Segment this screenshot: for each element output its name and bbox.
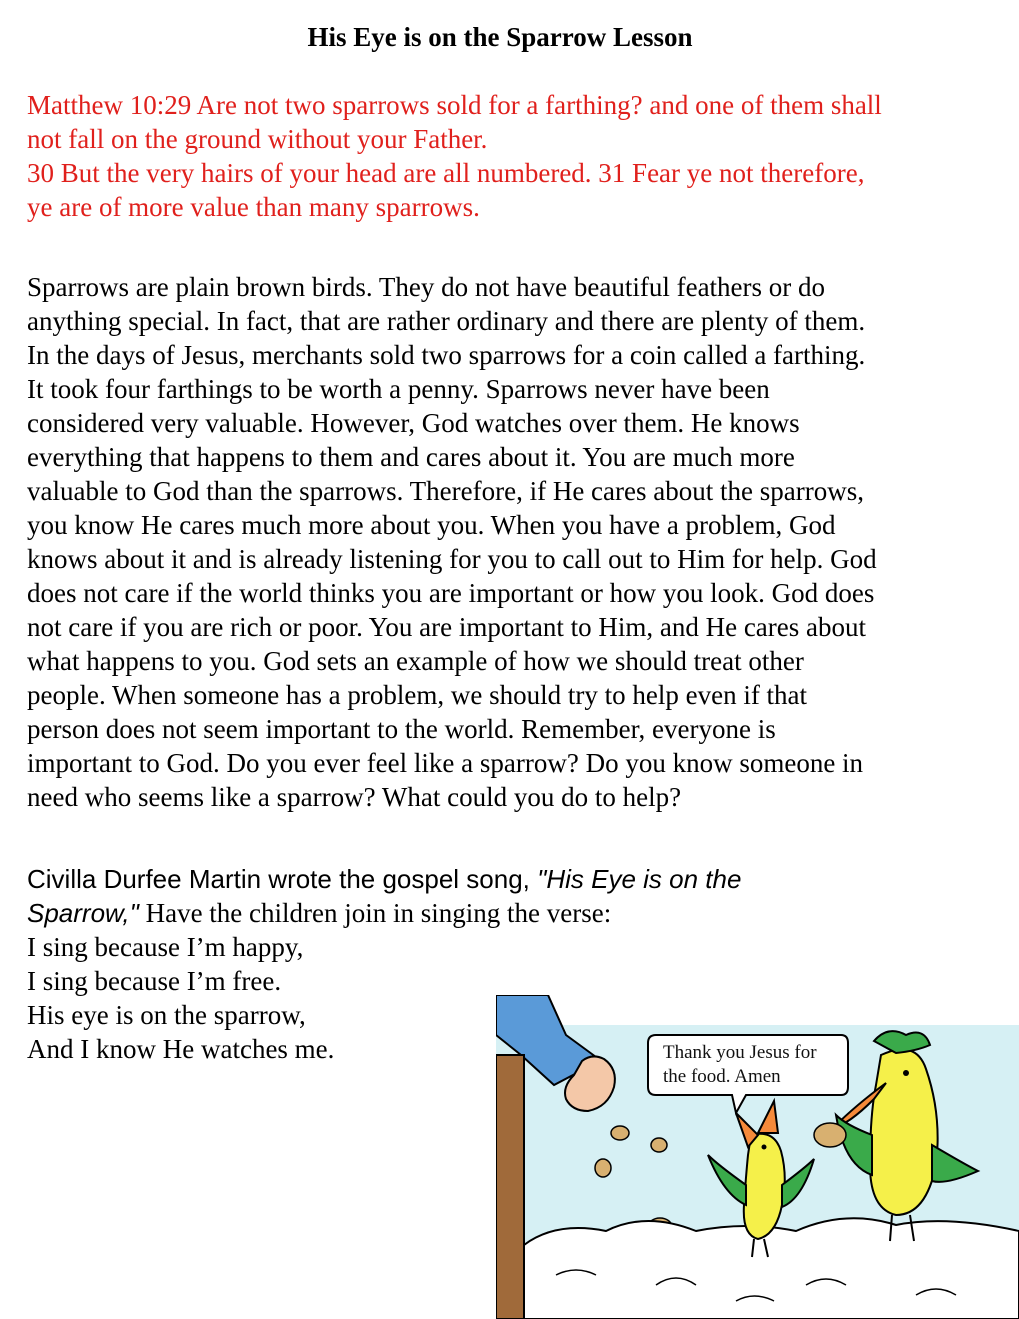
scripture-line: not fall on the ground without your Father. xyxy=(27,124,488,154)
speech-line: the food. Amen xyxy=(663,1066,781,1087)
scripture-line: 30 But the very hairs of your head are all numbered. 31 Fear ye not therefore, xyxy=(27,158,865,188)
song-intro-line xyxy=(27,896,927,930)
lesson-line: important to God. Do you ever feel like a sparrow? Do you know someone in xyxy=(27,748,864,778)
lesson-line: everything that happens to them and cares about it. You are much more xyxy=(27,442,795,472)
lesson-line: Sparrows are plain brown birds. They do not have beautiful feathers or do xyxy=(27,272,826,302)
scripture-line: Matthew 10:29 Are not two sparrows sold for a farthing? and one of them shall xyxy=(27,90,882,120)
lesson-line: valuable to God than the sparrows. Therefore, if He cares about the sparrows, xyxy=(27,476,864,506)
song-intro-line xyxy=(27,862,927,896)
page-title: His Eye is on the Sparrow Lesson xyxy=(307,22,693,52)
crumb-shape xyxy=(611,1126,629,1140)
crumb-shape xyxy=(595,1159,611,1177)
scripture-passage xyxy=(27,88,987,224)
lesson-line: what happens to you. God sets an example of how we should treat other xyxy=(27,646,804,676)
verse-line: I sing because I’m free. xyxy=(27,966,282,996)
lesson-line: person does not seem important to the world. Remember, everyone is xyxy=(27,714,776,744)
song-title: Sparrow," xyxy=(27,898,139,928)
lesson-line: not care if you are rich or poor. You are important to Him, and He cares about xyxy=(27,612,867,642)
scripture-line: ye are of more value than many sparrows. xyxy=(27,192,480,222)
lesson-line: anything special. In fact, that are rather ordinary and there are plenty of them. xyxy=(27,306,866,336)
lesson-line: It took four farthings to be worth a penny. Sparrows never have been xyxy=(27,374,770,404)
lesson-line: considered very valuable. However, God watches over them. He knows xyxy=(27,408,800,438)
lesson-line: does not care if the world thinks you are important or how you look. God does xyxy=(27,578,875,608)
lesson-line: you know He cares much more about you. When you have a problem, God xyxy=(27,510,836,540)
snow-ground xyxy=(524,1218,1019,1319)
verse-line: And I know He watches me. xyxy=(27,1034,335,1064)
lesson-line: people. When someone has a problem, we should try to help even if that xyxy=(27,680,808,710)
song-instruction: Have the children join in singing the verse: xyxy=(138,898,612,928)
speech-bubble-text xyxy=(663,1041,853,1089)
figure-edge xyxy=(496,1055,524,1319)
song-title: "His Eye is on the xyxy=(537,864,742,894)
lesson-paragraph xyxy=(27,270,987,814)
crumb-shape xyxy=(651,1138,667,1152)
lesson-line: knows about it and is already listening for you to call out to Him for help. God xyxy=(27,544,877,574)
speech-line: Thank you Jesus for xyxy=(663,1042,817,1063)
lesson-line: In the days of Jesus, merchants sold two sparrows for a coin called a farthing. xyxy=(27,340,866,370)
verse-line: His eye is on the sparrow, xyxy=(27,1000,306,1030)
verse-line: I sing because I’m happy, xyxy=(27,932,304,962)
song-intro: Civilla Durfee Martin wrote the gospel song, xyxy=(27,864,538,894)
lesson-line: need who seems like a sparrow? What could you do to help? xyxy=(27,782,682,812)
